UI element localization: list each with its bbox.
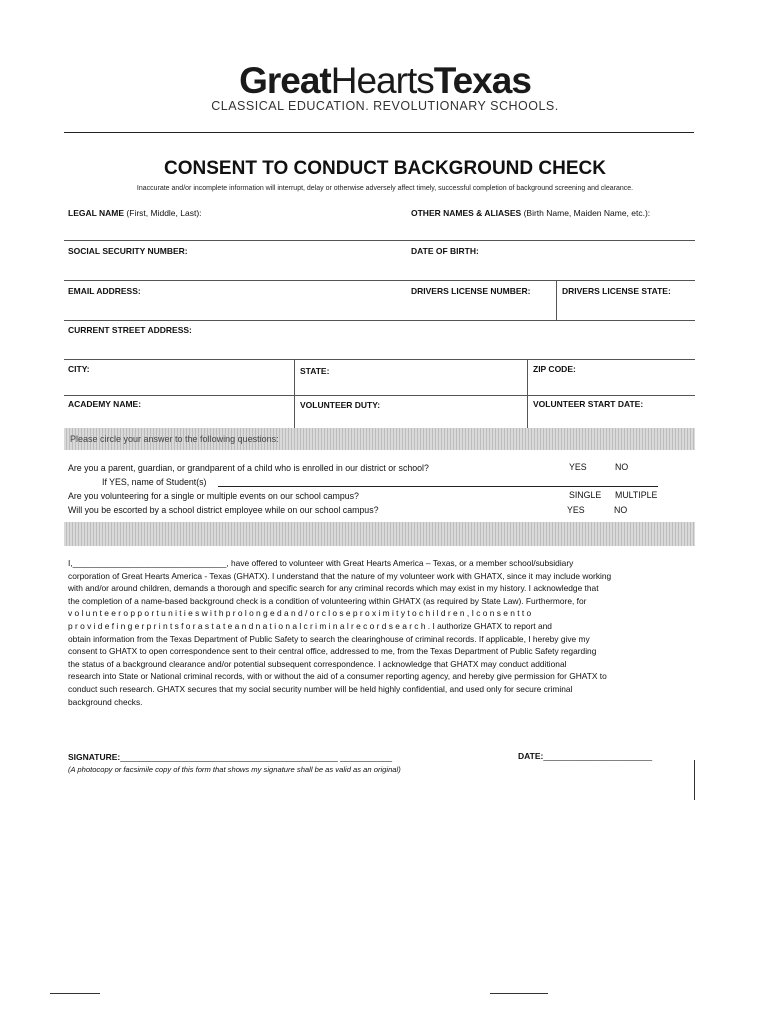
q2-multiple-option[interactable]: MULTIPLE xyxy=(615,490,658,500)
right-border xyxy=(694,760,695,800)
logo-tagline: CLASSICAL EDUCATION. REVOLUTIONARY SCHOOLS. xyxy=(211,99,559,113)
consent-line: the completion of a name-based background check is a condition of volunteering within GHATX (as required by State Law). Furthermore, for xyxy=(68,595,587,606)
academy-label: ACADEMY NAME: xyxy=(68,399,142,409)
date-label: DATE: xyxy=(518,751,544,761)
consent-line: conduct such research. GHATX secures that my social security number will be held highly confidential, and used only for secure criminal xyxy=(68,683,573,694)
state-label: STATE: xyxy=(300,366,330,376)
zip-divider xyxy=(527,360,528,395)
dob-label: DATE OF BIRTH: xyxy=(411,246,479,256)
legal-name-label xyxy=(68,208,202,218)
signature-line[interactable]: ______________________________________________ ___________ xyxy=(120,752,393,762)
logo xyxy=(0,60,770,102)
logo-part-hearts: Hearts xyxy=(330,60,434,101)
row3-bottom-line xyxy=(64,320,695,321)
consent-line: I,_________________________________, have offered to volunteer with Great Hearts America – Texas, or a member school/subsidiary xyxy=(68,558,574,568)
consent-line: the status of a background clearance and/or potential subsequent correspondence. I acknowledge that GHATX may conduct additional xyxy=(68,658,567,669)
questions-header-text: Please circle your answer to the following questions: xyxy=(70,434,279,444)
consent-line: with and/or around children, demands a thorough and specific search for any criminal records which may exist in my history. I acknowledge that xyxy=(68,583,599,594)
footer-mark-left xyxy=(50,993,100,994)
consent-paragraph xyxy=(68,557,690,708)
logo-part-texas: Texas xyxy=(433,60,531,101)
zip-label: ZIP CODE: xyxy=(533,364,576,374)
q3-yes-option[interactable]: YES xyxy=(567,505,585,515)
student-name-line[interactable] xyxy=(218,486,658,487)
date-block[interactable] xyxy=(518,751,652,761)
consent-line: research into State or National criminal records, with or without the aid of a consumer reporting agency, and hereby give permission for GHATX to xyxy=(68,671,607,682)
academy-divider xyxy=(294,396,295,428)
row2-bottom-line xyxy=(64,280,695,281)
signature-note: (A photocopy or facsimile copy of this form that shows my signature shall be as valid as an original) xyxy=(68,765,401,774)
form-title: CONSENT TO CONDUCT BACKGROUND CHECK xyxy=(164,158,606,179)
start-date-divider xyxy=(527,396,528,428)
q2-single-option[interactable]: SINGLE xyxy=(569,490,602,500)
row5-bottom-line xyxy=(64,395,695,396)
legal-name-hint: (First, Middle, Last): xyxy=(126,208,202,218)
ssn-label: SOCIAL SECURITY NUMBER: xyxy=(68,246,188,256)
consent-line: obtain information from the Texas Department of Public Safety to search the clearinghouse of criminal records. If applicable, I hereby give my xyxy=(68,633,590,644)
consent-line: corporation of Great Hearts America - Texas (GHATX). I understand that the nature of my volunteer work with GHATX, since it may include working xyxy=(68,570,612,581)
q1-yes-option[interactable]: YES xyxy=(569,462,587,472)
other-names-text: OTHER NAMES & ALIASES xyxy=(411,208,522,218)
city-label: CITY: xyxy=(68,364,90,374)
logo-part-great: Great xyxy=(239,60,331,101)
duty-label: VOLUNTEER DUTY: xyxy=(300,400,381,410)
q3-no-option[interactable]: NO xyxy=(614,505,628,515)
q1-no-option[interactable]: NO xyxy=(615,462,629,472)
legal-name-text: LEGAL NAME xyxy=(68,208,125,218)
signature-label: SIGNATURE: xyxy=(68,752,121,762)
footer-mark-right xyxy=(490,993,548,994)
question-escorted: Will you be escorted by a school district employee while on our school campus? xyxy=(68,505,379,515)
question-parent: Are you a parent, guardian, or grandparent of a child who is enrolled in our district or school? xyxy=(68,463,429,473)
dl-divider xyxy=(556,281,557,321)
signature-block[interactable] xyxy=(68,752,392,762)
dl-state-label: DRIVERS LICENSE STATE: xyxy=(562,286,671,296)
email-label: EMAIL ADDRESS: xyxy=(68,286,141,296)
row4-bottom-line xyxy=(64,359,695,360)
other-names-hint: (Birth Name, Maiden Name, etc.): xyxy=(523,208,651,218)
consent-line: p r o v i d e f i n g e r p r i n t s f o r a s t a t e a n d n a t i o n a l c r i m i n a l r e c o r d s e a r c h . I authorize GHATX to report and xyxy=(68,620,552,631)
dl-number-label: DRIVERS LICENSE NUMBER: xyxy=(411,286,531,296)
other-names-label xyxy=(411,208,650,218)
row1-bottom-line xyxy=(64,240,695,241)
city-divider xyxy=(294,360,295,395)
student-name-label: If YES, name of Student(s) xyxy=(102,477,207,487)
start-date-label: VOLUNTEER START DATE: xyxy=(533,399,644,409)
consent-line: background checks. xyxy=(68,696,143,707)
question-events: Are you volunteering for a single or multiple events on our school campus? xyxy=(68,491,359,501)
consent-line: v o l u n t e e r o p p o r t u n i t i e s w i t h p r o l o n g e d a n d / o r c l o s e p r o x i m i t y t o c h i l d r e n , I c o n s e n t t o xyxy=(68,608,532,619)
date-line[interactable]: _______________________ xyxy=(543,751,653,761)
consent-line: consent to GHATX to open correspondence sent to their central office, addressed to me, from the Texas Department of Public Safety regarding xyxy=(68,646,597,657)
form-subtitle: Inaccurate and/or incomplete information will interrupt, delay or otherwise adversely affect timely, successful completion of background screening and clearance. xyxy=(136,185,634,192)
street-label: CURRENT STREET ADDRESS: xyxy=(68,325,192,335)
questions-footer-band xyxy=(64,522,695,546)
header-divider xyxy=(64,132,694,133)
